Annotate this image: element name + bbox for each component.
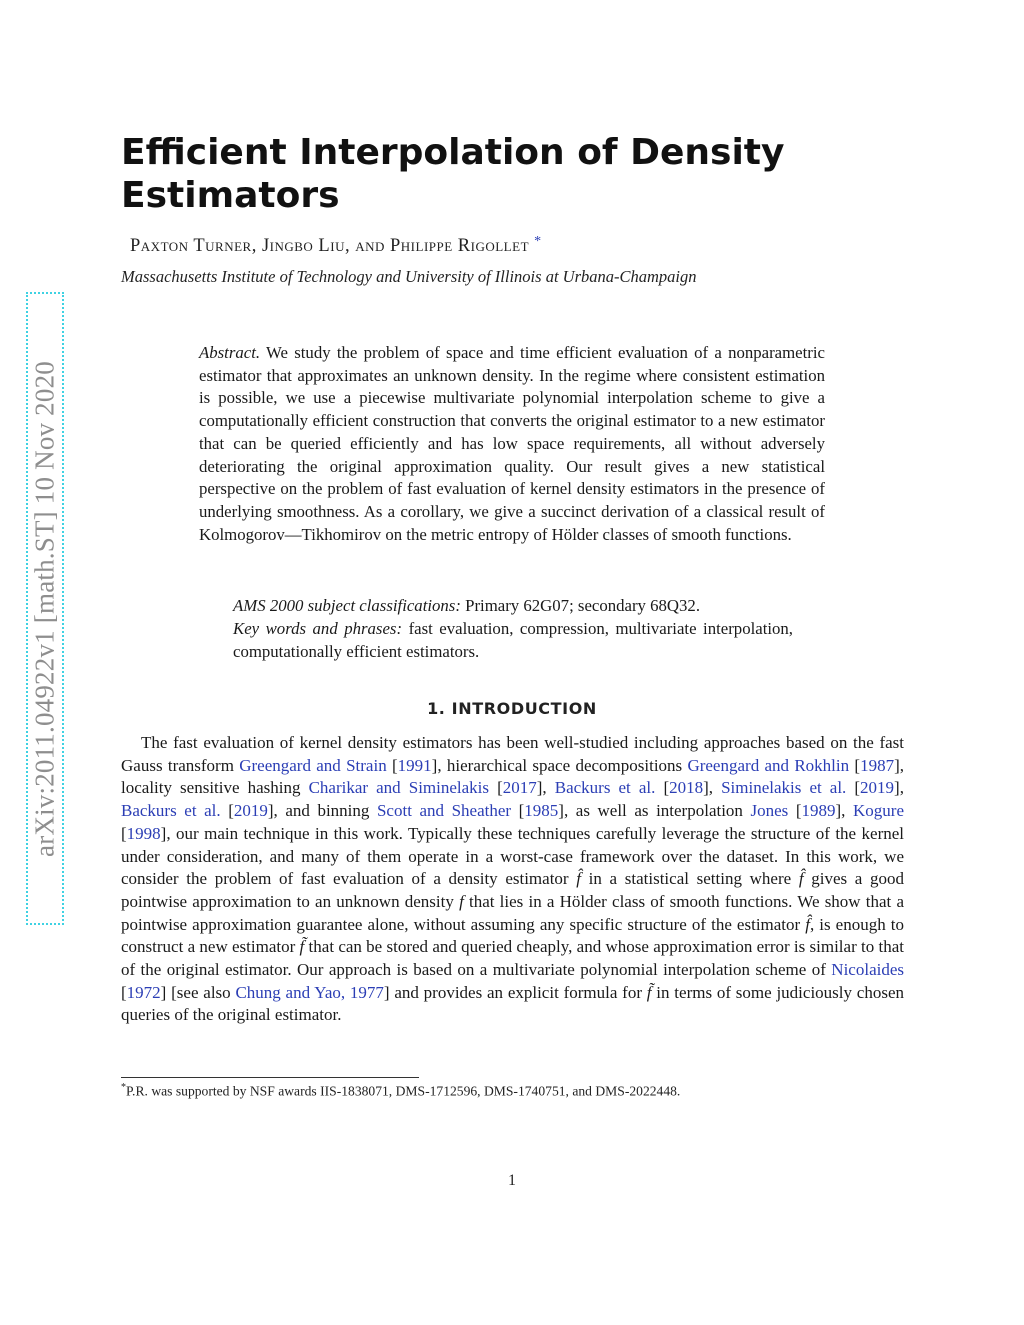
footnote-text: P.R. was supported by NSF awards IIS-1838071, DMS-1712596, DMS-1740751, and DMS-2022448. (126, 1083, 681, 1099)
abstract (199, 342, 825, 546)
author-names: Paxton Turner, Jingbo Liu, and Philippe Rigollet (130, 236, 530, 256)
ams-text: Primary 62G07; secondary 68Q32. (465, 596, 701, 615)
intro-text: [see also (166, 982, 236, 1002)
citation-year-link[interactable]: 1987 (860, 755, 895, 775)
citation-year-link[interactable]: 1989 (801, 801, 836, 821)
citation-link[interactable]: Scott and Sheather (376, 801, 512, 821)
intro-text: , hierarchical space decompositions (437, 755, 688, 775)
intro-text: in a statistical setting where (581, 869, 799, 889)
citation-link[interactable]: Charikar and Siminelakis (308, 778, 490, 798)
math-f: f (459, 891, 464, 911)
math-f-hat: f̂ (798, 869, 804, 889)
abstract-label: Abstract. (199, 343, 261, 362)
footnote-rule (121, 1077, 419, 1078)
intro-text: , our main technique in this work. Typically these techniques carefully leverage the structure of the kernel under consideration, and many of them operate in a worst-case framework over the dataset. In this work, we consider the problem of fast evaluation of a density estimator (121, 823, 904, 889)
intro-text: , as well as interpolation (563, 801, 751, 821)
intro-text: gives a good pointwise approximation to an unknown density (121, 869, 904, 911)
citation-link[interactable]: Jones (750, 801, 789, 821)
citation-link[interactable]: Kogure (853, 801, 904, 821)
abstract-text: We study the problem of space and time efficient evaluation of a nonparametric estimator that approximates an unknown density. In the regime where consistent estimation is possible, we use a piecewise multivariate polynomial interpolation scheme to give a computationally efficient construction that converts the original estimator to a new estimator that can be queried efficiently and has low space requirements, all without adversely deteriorating the original approximation quality. Our result gives a new statistical perspective on the problem of fast evaluation of kernel density estimators in the presence of underlying smoothness. As a corollary, we give a succinct derivation of a classical result of Kolmogorov—Tikhomirov on the metric entropy of Hölder classes of smooth functions. (199, 343, 825, 544)
arxiv-stamp (26, 292, 64, 925)
intro-text: The fast evaluation of kernel density estimators has been well-studied including approaches based on the fast Gauss transform (121, 733, 904, 775)
citation-year-link[interactable]: 1972 (126, 982, 161, 1002)
citation-link[interactable]: Siminelakis et al. (721, 778, 847, 798)
keywords-label: Key words and phrases: (233, 619, 403, 638)
citation-year-link[interactable]: 2018 (669, 778, 704, 798)
intro-text: , is enough to construct a new estimator (121, 914, 904, 957)
section-heading (0, 699, 1024, 718)
paper-title: Efficient Interpolation of Density Estimators (121, 132, 785, 216)
citation-year-link[interactable]: 1998 (126, 823, 161, 843)
affiliation: Massachusetts Institute of Technology and University of Illinois at Urbana-Champaign (121, 267, 697, 286)
intro-text: , locality sensitive hashing (121, 755, 904, 798)
intro-text: , and binning (273, 801, 377, 821)
ams-label: AMS 2000 subject classifications: (233, 596, 461, 615)
citation-link[interactable]: Greengard and Strain (239, 755, 387, 775)
intro-text: that lies in a Hölder class of smooth functions. We show that a pointwise approximation guarantee alone, without assuming any specific structure of the estimator (121, 891, 905, 934)
intro-text: ] and provides an explicit formula for (383, 982, 647, 1002)
keywords-text: fast evaluation, compression, multivariate interpolation, computationally efficient estimators. (233, 619, 793, 661)
author-footnote-link[interactable]: * (534, 234, 542, 249)
arxiv-stamp-text: arXiv:2011.04922v1 [math.ST] 10 Nov 2020 (29, 360, 60, 857)
citation-link[interactable]: Greengard and Rokhlin (687, 755, 850, 775)
citation-link[interactable]: Nicolaides (831, 960, 904, 980)
math-f-hat: f̂ (576, 869, 581, 889)
citation-link[interactable]: Backurs et al. (554, 778, 656, 798)
math-f-tilde: f̃ (299, 937, 305, 957)
citation-year-link[interactable]: 2019 (860, 778, 895, 798)
math-f-hat: f̂ (805, 914, 810, 934)
keywords (233, 618, 793, 663)
section-number: 1. (427, 699, 446, 718)
math-f-tilde: f̃ (646, 982, 652, 1002)
author-list (130, 234, 542, 257)
intro-text: that can be stored and queried cheaply, and whose approximation error is similar to that of the original estimator. Our approach is based on a multivariate polynomial interpolation scheme of (121, 937, 905, 980)
intro-text: in terms of some judiciously chosen queries of the original estimator. (121, 982, 904, 1025)
ams-classification (233, 595, 793, 618)
footnote (121, 1082, 680, 1100)
citation-year-link[interactable]: 1991 (397, 755, 432, 775)
citation-year-link[interactable]: 2019 (233, 801, 268, 821)
citation-link[interactable]: Chung and Yao, 1977 (235, 982, 384, 1002)
citation-year-link[interactable]: 1985 (524, 801, 559, 821)
intro-paragraph: The fast evaluation of kernel density estimators has been well-studied including approaches based on the fast Gauss transform Greengard and Strain [1991], hierarchical space decompositions Greengard and Rokhlin [1987], locality sensitive hashing Charikar and Siminelakis [2017], Backurs et al. [2018], Siminelakis et al. [2019], Backurs et al. [2019], and binning Scott and Sheather [1985], as well as interpolation Jones [1989], Kogure [1998], our main technique in this work. Typically these techniques carefully leverage the structure of the kernel under consideration, and many of them operate in a worst-case framework over the dataset. In this work, we consider the problem of fast evaluation of a density estimator f̂ in a statistical setting where f̂ gives a good pointwise approximation to an unknown density f that lies in a Hölder class of smooth functions. We show that a pointwise approximation guarantee alone, without assuming any specific structure of the estimator f̂, is enough to construct a new estimator f̃ that can be stored and queried cheaply, and whose approximation error is similar to that of the original estimator. Our approach is based on a multivariate polynomial interpolation scheme of Nicolaides [1972] [see also Chung and Yao, 1977] and provides an explicit formula for f̃ in terms of some judiciously chosen queries of the original estimator. (121, 733, 905, 1025)
citation-year-link[interactable]: 2017 (502, 778, 537, 798)
section-title: INTRODUCTION (451, 699, 597, 718)
footnote-mark: * (121, 1082, 126, 1093)
citation-link[interactable]: Backurs et al. (121, 801, 221, 821)
page-number: 1 (508, 1172, 516, 1189)
